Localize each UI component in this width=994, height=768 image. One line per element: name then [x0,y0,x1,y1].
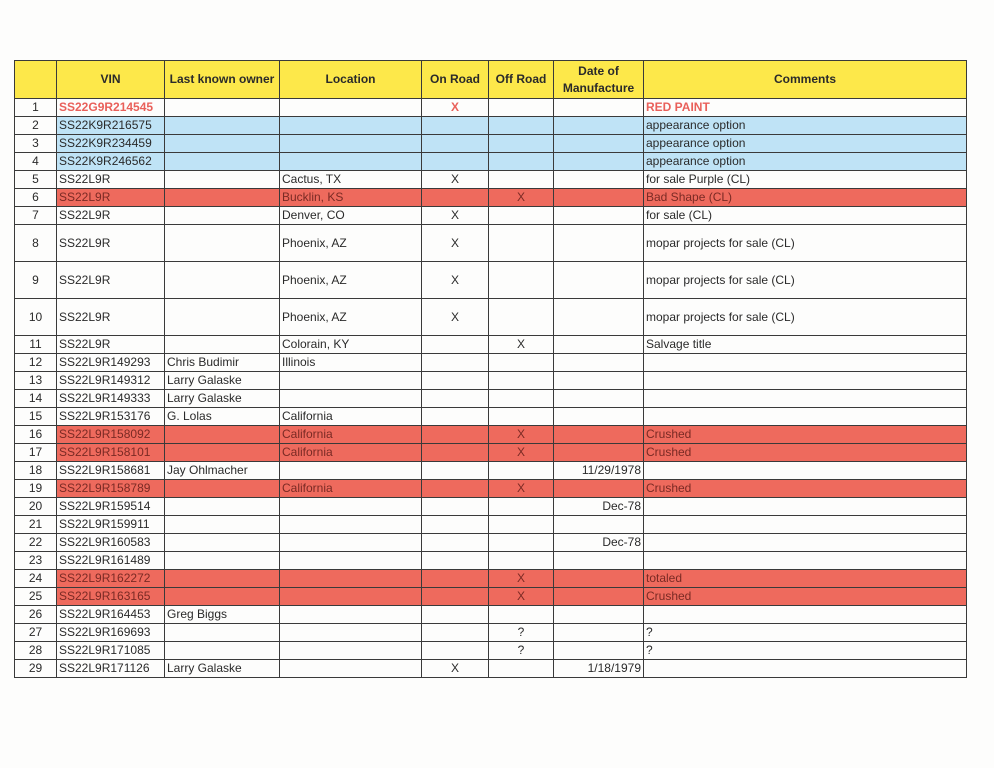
row-number-cell: 21 [15,516,57,534]
location-cell [280,153,422,171]
date-cell: 11/29/1978 [554,462,644,480]
vin-cell: SS22L9R [57,225,165,262]
owner-cell [165,534,280,552]
date-cell [554,606,644,624]
date-cell [554,153,644,171]
table-row [15,588,967,606]
comment-cell [644,372,967,390]
row-number-cell: 27 [15,624,57,642]
off-road-cell: X [489,189,554,207]
row-number-cell: 4 [15,153,57,171]
comment-cell [644,390,967,408]
location-cell [280,624,422,642]
on-road-cell [422,498,489,516]
vin-cell: SS22G9R214545 [57,99,165,117]
on-road-cell [422,462,489,480]
location-cell: Denver, CO [280,207,422,225]
table-row [15,642,967,660]
comment-cell [644,498,967,516]
off-road-cell: ? [489,624,554,642]
location-cell [280,606,422,624]
row-number-cell: 16 [15,426,57,444]
location-cell: Illinois [280,354,422,372]
date-cell [554,390,644,408]
table-row [15,207,967,225]
on-road-cell [422,642,489,660]
table-row [15,516,967,534]
off-road-cell: X [489,570,554,588]
row-number-cell: 25 [15,588,57,606]
header-comments: Comments [644,61,967,99]
location-cell [280,99,422,117]
location-cell [280,390,422,408]
date-cell [554,225,644,262]
row-number-cell: 14 [15,390,57,408]
row-number-cell: 6 [15,189,57,207]
date-cell [554,426,644,444]
owner-cell: Larry Galaske [165,372,280,390]
comment-cell: Crushed [644,588,967,606]
on-road-cell [422,588,489,606]
date-cell [554,117,644,135]
vin-cell: SS22L9R160583 [57,534,165,552]
comment-cell [644,462,967,480]
owner-cell [165,207,280,225]
table-row [15,225,967,262]
table-body [15,99,967,678]
vin-cell: SS22L9R149293 [57,354,165,372]
table-row [15,426,967,444]
vin-cell: SS22L9R [57,189,165,207]
off-road-cell [489,462,554,480]
comment-cell: totaled [644,570,967,588]
off-road-cell [489,660,554,678]
on-road-cell: X [422,299,489,336]
location-cell [280,372,422,390]
off-road-cell [489,225,554,262]
vin-cell: SS22L9R161489 [57,552,165,570]
comment-cell: Crushed [644,426,967,444]
vin-cell: SS22L9R149312 [57,372,165,390]
date-cell [554,207,644,225]
row-number-cell: 15 [15,408,57,426]
on-road-cell [422,336,489,354]
on-road-cell [422,153,489,171]
off-road-cell [489,153,554,171]
row-number-cell: 3 [15,135,57,153]
location-cell [280,570,422,588]
comment-cell: Crushed [644,480,967,498]
table-row [15,624,967,642]
table-row [15,189,967,207]
off-road-cell [489,534,554,552]
vin-cell: SS22L9R164453 [57,606,165,624]
owner-cell [165,480,280,498]
table-row [15,372,967,390]
vin-cell: SS22L9R159514 [57,498,165,516]
on-road-cell [422,606,489,624]
row-number-cell: 11 [15,336,57,354]
comment-cell: mopar projects for sale (CL) [644,262,967,299]
on-road-cell [422,570,489,588]
header-vin: VIN [57,61,165,99]
off-road-cell [489,372,554,390]
comment-cell: for sale Purple (CL) [644,171,967,189]
table-row [15,390,967,408]
on-road-cell [422,372,489,390]
row-number-cell: 8 [15,225,57,262]
date-cell [554,570,644,588]
owner-cell [165,426,280,444]
owner-cell [165,171,280,189]
table-row [15,135,967,153]
owner-cell [165,498,280,516]
date-cell [554,552,644,570]
owner-cell [165,135,280,153]
comment-cell: for sale (CL) [644,207,967,225]
table-row [15,462,967,480]
vin-registry-table [14,60,967,678]
vin-cell: SS22L9R [57,299,165,336]
comment-cell [644,534,967,552]
location-cell [280,588,422,606]
on-road-cell [422,354,489,372]
table-row [15,299,967,336]
vin-cell: SS22L9R171126 [57,660,165,678]
off-road-cell [489,408,554,426]
table-row [15,534,967,552]
off-road-cell: X [489,444,554,462]
comment-cell [644,516,967,534]
row-number-cell: 19 [15,480,57,498]
location-cell [280,135,422,153]
vin-cell: SS22L9R [57,171,165,189]
date-cell [554,408,644,426]
location-cell: Colorain, KY [280,336,422,354]
date-cell [554,262,644,299]
date-cell [554,135,644,153]
owner-cell [165,189,280,207]
owner-cell [165,624,280,642]
location-cell [280,642,422,660]
location-cell: California [280,426,422,444]
off-road-cell [489,498,554,516]
location-cell: Cactus, TX [280,171,422,189]
owner-cell: Chris Budimir [165,354,280,372]
owner-cell [165,225,280,262]
off-road-cell [489,606,554,624]
comment-cell [644,354,967,372]
header-date: Date of Manufacture [554,61,644,99]
location-cell [280,462,422,480]
table-row [15,99,967,117]
vin-cell: SS22L9R149333 [57,390,165,408]
on-road-cell: X [422,262,489,299]
comment-cell: ? [644,642,967,660]
vin-cell: SS22L9R158789 [57,480,165,498]
comment-cell [644,552,967,570]
table-row [15,480,967,498]
date-cell [554,642,644,660]
table-row [15,262,967,299]
row-number-cell: 5 [15,171,57,189]
location-cell [280,534,422,552]
table-row [15,606,967,624]
comment-cell: appearance option [644,135,967,153]
owner-cell [165,588,280,606]
table-row [15,354,967,372]
date-cell [554,444,644,462]
comment-cell [644,606,967,624]
row-number-cell: 1 [15,99,57,117]
comment-cell: mopar projects for sale (CL) [644,225,967,262]
owner-cell [165,516,280,534]
location-cell: Phoenix, AZ [280,262,422,299]
location-cell: Phoenix, AZ [280,225,422,262]
date-cell [554,336,644,354]
header-off-road: Off Road [489,61,554,99]
date-cell [554,372,644,390]
owner-cell [165,262,280,299]
row-number-cell: 22 [15,534,57,552]
vin-cell: SS22L9R158092 [57,426,165,444]
row-number-cell: 9 [15,262,57,299]
row-number-cell: 24 [15,570,57,588]
vin-cell: SS22L9R158101 [57,444,165,462]
off-road-cell: X [489,588,554,606]
on-road-cell: X [422,225,489,262]
header-row [15,61,967,99]
table-row [15,171,967,189]
location-cell [280,552,422,570]
location-cell: California [280,480,422,498]
date-cell: Dec-78 [554,534,644,552]
off-road-cell [489,207,554,225]
location-cell [280,516,422,534]
table-row [15,570,967,588]
on-road-cell: X [422,99,489,117]
date-cell [554,588,644,606]
off-road-cell [489,99,554,117]
table-row [15,408,967,426]
date-cell [554,516,644,534]
location-cell: California [280,408,422,426]
on-road-cell [422,480,489,498]
off-road-cell: X [489,480,554,498]
table-row [15,660,967,678]
vin-cell: SS22L9R158681 [57,462,165,480]
off-road-cell: X [489,426,554,444]
header-number [15,61,57,99]
table-row [15,444,967,462]
row-number-cell: 23 [15,552,57,570]
owner-cell: Larry Galaske [165,660,280,678]
comment-cell: appearance option [644,117,967,135]
on-road-cell [422,189,489,207]
vin-cell: SS22L9R162272 [57,570,165,588]
on-road-cell [422,408,489,426]
on-road-cell [422,117,489,135]
location-cell [280,660,422,678]
off-road-cell [489,552,554,570]
vin-cell: SS22L9R [57,262,165,299]
location-cell [280,117,422,135]
owner-cell: Greg Biggs [165,606,280,624]
comment-cell: appearance option [644,153,967,171]
owner-cell: G. Lolas [165,408,280,426]
owner-cell [165,117,280,135]
on-road-cell [422,516,489,534]
on-road-cell: X [422,207,489,225]
comment-cell [644,408,967,426]
off-road-cell: X [489,336,554,354]
location-cell: Bucklin, KS [280,189,422,207]
row-number-cell: 10 [15,299,57,336]
owner-cell: Larry Galaske [165,390,280,408]
table-row [15,117,967,135]
vin-cell: SS22K9R216575 [57,117,165,135]
date-cell [554,299,644,336]
comment-cell: Crushed [644,444,967,462]
owner-cell: Jay Ohlmacher [165,462,280,480]
table-row [15,336,967,354]
vin-cell: SS22K9R234459 [57,135,165,153]
on-road-cell [422,534,489,552]
row-number-cell: 20 [15,498,57,516]
owner-cell [165,642,280,660]
date-cell [554,480,644,498]
on-road-cell [422,426,489,444]
owner-cell [165,336,280,354]
off-road-cell [489,299,554,336]
vin-cell: SS22L9R [57,207,165,225]
comment-cell: Salvage title [644,336,967,354]
date-cell [554,99,644,117]
on-road-cell [422,135,489,153]
owner-cell [165,299,280,336]
row-number-cell: 12 [15,354,57,372]
row-number-cell: 26 [15,606,57,624]
off-road-cell [489,516,554,534]
location-cell [280,498,422,516]
vin-cell: SS22L9R [57,336,165,354]
comment-cell: Bad Shape (CL) [644,189,967,207]
vin-cell: SS22L9R171085 [57,642,165,660]
date-cell [554,624,644,642]
date-cell [554,354,644,372]
owner-cell [165,552,280,570]
table-row [15,498,967,516]
off-road-cell [489,390,554,408]
on-road-cell [422,390,489,408]
vin-cell: SS22L9R169693 [57,624,165,642]
vin-cell: SS22L9R163165 [57,588,165,606]
owner-cell [165,99,280,117]
row-number-cell: 29 [15,660,57,678]
off-road-cell [489,354,554,372]
row-number-cell: 28 [15,642,57,660]
off-road-cell [489,117,554,135]
vin-cell: SS22K9R246562 [57,153,165,171]
comment-cell: mopar projects for sale (CL) [644,299,967,336]
owner-cell [165,570,280,588]
comment-cell: RED PAINT [644,99,967,117]
comment-cell: ? [644,624,967,642]
header-owner: Last known owner [165,61,280,99]
header-on-road: On Road [422,61,489,99]
off-road-cell [489,171,554,189]
table-row [15,552,967,570]
row-number-cell: 18 [15,462,57,480]
owner-cell [165,153,280,171]
row-number-cell: 2 [15,117,57,135]
row-number-cell: 7 [15,207,57,225]
date-cell: Dec-78 [554,498,644,516]
row-number-cell: 17 [15,444,57,462]
on-road-cell: X [422,171,489,189]
date-cell: 1/18/1979 [554,660,644,678]
location-cell: Phoenix, AZ [280,299,422,336]
vin-cell: SS22L9R153176 [57,408,165,426]
owner-cell [165,444,280,462]
header-location: Location [280,61,422,99]
on-road-cell [422,552,489,570]
off-road-cell [489,262,554,299]
on-road-cell [422,624,489,642]
date-cell [554,189,644,207]
off-road-cell [489,135,554,153]
on-road-cell: X [422,660,489,678]
location-cell: California [280,444,422,462]
comment-cell [644,660,967,678]
table-row [15,153,967,171]
off-road-cell: ? [489,642,554,660]
on-road-cell [422,444,489,462]
date-cell [554,171,644,189]
row-number-cell: 13 [15,372,57,390]
vin-cell: SS22L9R159911 [57,516,165,534]
